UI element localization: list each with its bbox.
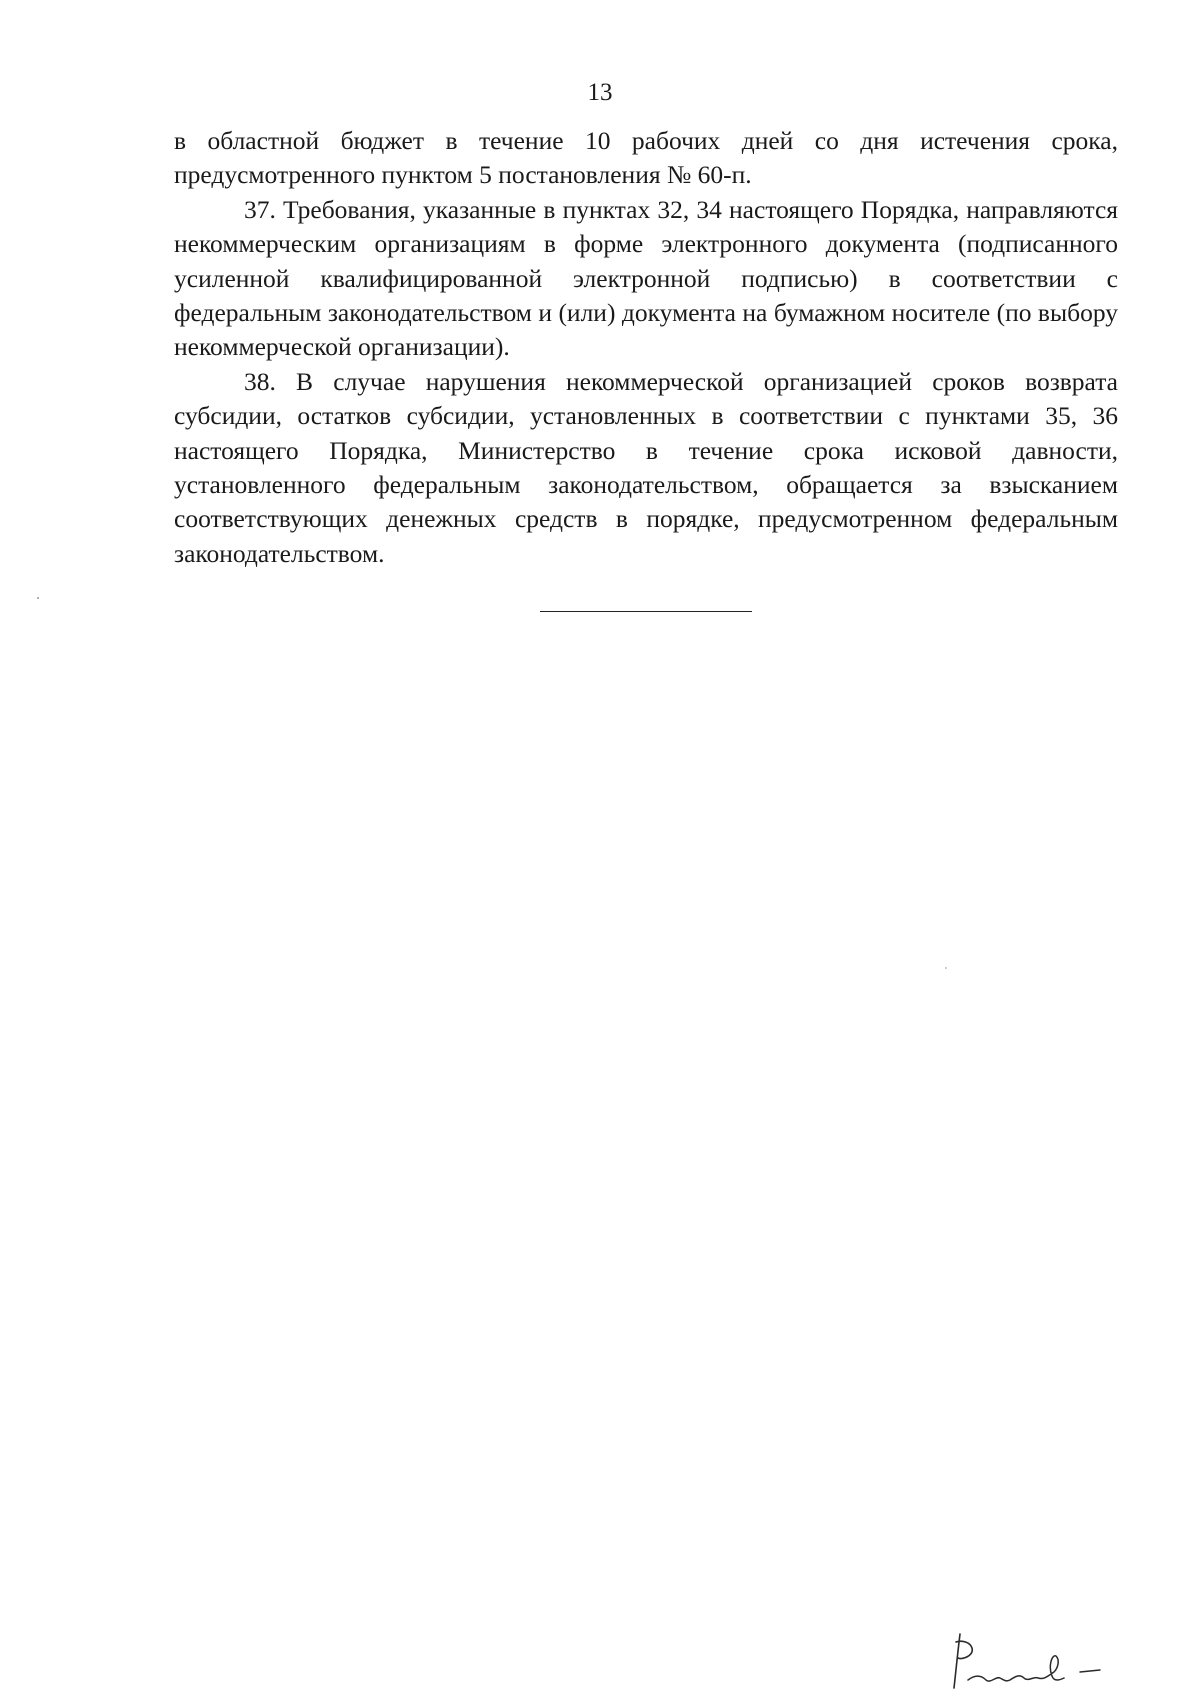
paragraph-continuation: в областной бюджет в течение 10 рабочих дней со дня истечения срока, предусмотренного пунктом 5 постановления № 60-п. (174, 126, 1118, 190)
paragraph-37: 37. Требования, указанные в пунктах 32, 34 настоящего Порядка, направляются некоммерческим организациям в форме электронного документа (подписанного усиленной квалифицированной электронной подписью) в соответствии с федеральным законодательством и (или) документа на бумажном носителе (по выбору некоммерческой организации). (174, 194, 1118, 362)
page-number: 13 (587, 79, 613, 106)
document-body (174, 124, 1118, 571)
handwritten-initials (948, 1630, 1138, 1690)
paragraph-38: 38. В случае нарушения некоммерческой организацией сроков возврата субсидии, остатков субсидии, установленных в соответствии с пунктами 35, 36 настоящего Порядка, Министерство в течение срока исковой давности, установленного федеральным законодательством, обращается за взысканием соответствующих денежных средств в порядке, предусмотренном федеральным законодательством. (174, 366, 1118, 568)
end-separator-line (540, 611, 752, 612)
